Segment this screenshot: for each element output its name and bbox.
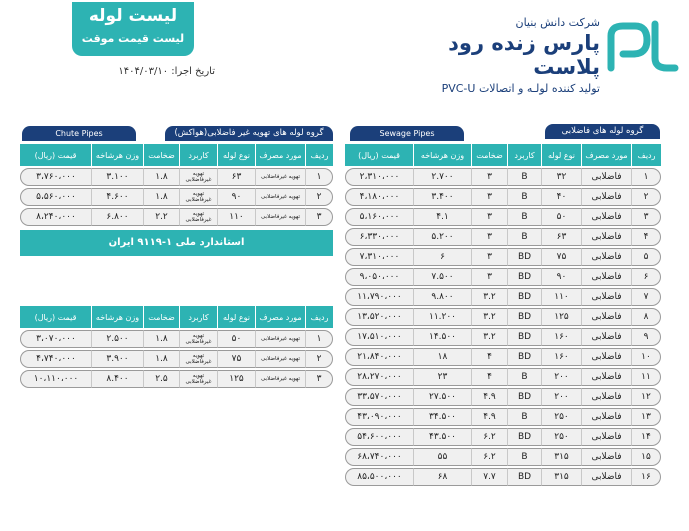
table-cell: BD — [507, 388, 541, 406]
table-cell: ۸۵،۵۰۰،۰۰۰ — [345, 468, 413, 486]
table-cell: ۱۲۵ — [217, 370, 255, 388]
table-row — [20, 350, 333, 368]
table-cell: ۲.۲ — [143, 208, 179, 226]
table-cell: ۳.۲ — [471, 328, 507, 346]
column-header: ضخامت — [143, 306, 179, 328]
table-cell: ۵۰ — [541, 208, 581, 226]
table-cell: B — [507, 208, 541, 226]
table-cell: ۶ — [413, 248, 471, 266]
table-cell: ۸،۲۴۰،۰۰۰ — [20, 208, 91, 226]
table-cell: ۲۷.۵۰۰ — [413, 388, 471, 406]
column-header: وزن هرشاخه — [91, 306, 143, 328]
table-cell: ۶.۲ — [471, 428, 507, 446]
column-header: ضخامت — [471, 144, 507, 166]
table-cell: ۲،۳۱۰،۰۰۰ — [345, 168, 413, 186]
table-cell: تهویه غیرفاضلابی — [179, 330, 217, 348]
table-cell: ۶.۸۰۰ — [91, 208, 143, 226]
table-cell: تهویه غیرفاضلابی — [255, 208, 305, 226]
table-cell: ۱۴ — [631, 428, 661, 446]
table-cell: ۳.۴۰۰ — [413, 188, 471, 206]
column-header: کاربرد — [179, 144, 217, 166]
table-cell: ۱۷،۵۱۰،۰۰۰ — [345, 328, 413, 346]
table-cell: ۷.۵۰۰ — [413, 268, 471, 286]
table-cell: ۳ — [305, 208, 333, 226]
table-cell: ۸ — [631, 308, 661, 326]
table-cell: B — [507, 168, 541, 186]
table-row — [345, 228, 661, 246]
table-cell: BD — [507, 468, 541, 486]
table-cell: ۷۵ — [541, 248, 581, 266]
column-header: مورد مصرف — [581, 144, 631, 166]
table-cell: ۱.۸ — [143, 188, 179, 206]
table-cell: B — [507, 228, 541, 246]
sewage-table — [345, 142, 661, 488]
table-cell: ۴ — [631, 228, 661, 246]
table-cell: فاضلابی — [581, 448, 631, 466]
column-header: ضخامت — [143, 144, 179, 166]
table-row — [20, 188, 333, 206]
table-cell: فاضلابی — [581, 388, 631, 406]
table-cell: ۱۵ — [631, 448, 661, 466]
table-row — [345, 428, 661, 446]
table-cell: ۲.۵ — [143, 370, 179, 388]
table-cell: BD — [507, 428, 541, 446]
table-cell: ۶۸،۷۴۰،۰۰۰ — [345, 448, 413, 466]
table-cell: ۳۴.۵۰۰ — [413, 408, 471, 426]
table-cell: ۳۳،۵۷۰،۰۰۰ — [345, 388, 413, 406]
table-cell: ۱۸ — [413, 348, 471, 366]
table-cell: تهویه غیرفاضلابی — [255, 168, 305, 186]
table-cell: ۵۴،۶۰۰،۰۰۰ — [345, 428, 413, 446]
table-cell: ۱۳،۵۲۰،۰۰۰ — [345, 308, 413, 326]
table-cell: ۳،۰۷۰،۰۰۰ — [20, 330, 91, 348]
table-cell: ۱.۸ — [143, 350, 179, 368]
table-cell: فاضلابی — [581, 428, 631, 446]
table-cell: ۳۲ — [541, 168, 581, 186]
table-cell: ۳.۲ — [471, 288, 507, 306]
table-cell: BD — [507, 348, 541, 366]
table-cell: B — [507, 448, 541, 466]
table-cell: ۴۳.۵۰۰ — [413, 428, 471, 446]
table-cell: ۳۱۵ — [541, 448, 581, 466]
execution-date: تاریخ اجرا: ۱۴۰۴/۰۳/۱۰ — [118, 66, 215, 77]
column-header: ردیف — [631, 144, 661, 166]
table-cell: B — [507, 368, 541, 386]
table-cell: ۴ — [471, 368, 507, 386]
table-cell: ۱۳ — [631, 408, 661, 426]
table-row — [345, 468, 661, 486]
table-cell: تهویه غیرفاضلابی — [179, 168, 217, 186]
column-header: کاربرد — [179, 306, 217, 328]
table-cell: ۳۱۵ — [541, 468, 581, 486]
table-cell: ۴،۱۸۰،۰۰۰ — [345, 188, 413, 206]
page-subtitle: لیست قیمت موقت — [81, 32, 185, 45]
table-cell: ۵ — [631, 248, 661, 266]
table-cell: ۶۸ — [413, 468, 471, 486]
table-cell: ۷ — [631, 288, 661, 306]
table-cell: ۲۸،۲۷۰،۰۰۰ — [345, 368, 413, 386]
table-cell: ۳،۷۶۰،۰۰۰ — [20, 168, 91, 186]
table-cell: ۶۳ — [217, 168, 255, 186]
table-row — [345, 268, 661, 286]
table-cell: ۳ — [305, 370, 333, 388]
table-cell: فاضلابی — [581, 268, 631, 286]
table-cell: ۲ — [305, 188, 333, 206]
table-cell: ۶،۳۳۰،۰۰۰ — [345, 228, 413, 246]
table-cell: ۵۰ — [217, 330, 255, 348]
chute-table — [20, 142, 333, 228]
table-cell: ۳.۹۰۰ — [91, 350, 143, 368]
table-cell: ۲۵۰ — [541, 408, 581, 426]
table-cell: ۱۶۰ — [541, 328, 581, 346]
table-cell: ۱۱ — [631, 368, 661, 386]
table-cell: ۹ — [631, 328, 661, 346]
table-cell: ۸.۴۰۰ — [91, 370, 143, 388]
table-cell: ۴.۹ — [471, 408, 507, 426]
table-cell: BD — [507, 288, 541, 306]
table-cell: ۶ — [631, 268, 661, 286]
table-cell: ۹۰ — [217, 188, 255, 206]
table-cell: تهویه غیرفاضلابی — [179, 370, 217, 388]
table-row — [345, 348, 661, 366]
table-cell: تهویه غیرفاضلابی — [255, 188, 305, 206]
table-cell: ۴.۱ — [413, 208, 471, 226]
table-cell: ۱۴.۵۰۰ — [413, 328, 471, 346]
table-row — [20, 208, 333, 226]
table-cell: ۱۱،۷۹۰،۰۰۰ — [345, 288, 413, 306]
table-cell: ۱۲ — [631, 388, 661, 406]
table-cell: ۱ — [305, 168, 333, 186]
table-cell: ۴،۷۴۰،۰۰۰ — [20, 350, 91, 368]
table-row — [20, 370, 333, 388]
table-cell: فاضلابی — [581, 368, 631, 386]
table-cell: ۷،۳۱۰،۰۰۰ — [345, 248, 413, 266]
table-cell: BD — [507, 248, 541, 266]
standard-bar: استاندارد ملی ۱-۹۱۱۹ ایران — [20, 230, 333, 256]
table-cell: ۱.۸ — [143, 330, 179, 348]
table-cell: BD — [507, 308, 541, 326]
column-header: ردیف — [305, 306, 333, 328]
table-cell: ۴۳،۰۹۰،۰۰۰ — [345, 408, 413, 426]
chute-title: گروه لوله های تهویه غیر فاضلابی(هواکش) — [165, 126, 333, 141]
company-logo-icon — [601, 18, 679, 76]
table-cell: ۲.۵۰۰ — [91, 330, 143, 348]
table-cell: BD — [507, 328, 541, 346]
third-table — [20, 304, 333, 390]
table-cell: ۴۰ — [541, 188, 581, 206]
column-header: قیمت (ریال) — [20, 306, 91, 328]
company-prefix: شرکت دانش بنیان — [515, 16, 600, 29]
column-header: کاربرد — [507, 144, 541, 166]
table-cell: ۶۳ — [541, 228, 581, 246]
chute-tag: Chute Pipes — [22, 126, 136, 141]
table-cell: تهویه غیرفاضلابی — [255, 370, 305, 388]
table-row — [345, 408, 661, 426]
table-cell: فاضلابی — [581, 248, 631, 266]
table-cell: ۴.۶۰۰ — [91, 188, 143, 206]
title-banner — [72, 2, 194, 56]
column-header: نوع لوله — [541, 144, 581, 166]
table-cell: ۹.۸۰۰ — [413, 288, 471, 306]
column-header: مورد مصرف — [255, 306, 305, 328]
table-cell: ۶.۲ — [471, 448, 507, 466]
table-cell: B — [507, 188, 541, 206]
table-cell: ۱۶ — [631, 468, 661, 486]
table-cell: ۱۶۰ — [541, 348, 581, 366]
table-cell: ۳ — [471, 248, 507, 266]
table-row — [345, 328, 661, 346]
table-cell: ۱۱۰ — [217, 208, 255, 226]
table-cell: ۲۰۰ — [541, 368, 581, 386]
table-cell: تهویه غیرفاضلابی — [179, 188, 217, 206]
table-cell: ۵،۱۶۰،۰۰۰ — [345, 208, 413, 226]
table-cell: ۳.۲ — [471, 308, 507, 326]
table-cell: BD — [507, 268, 541, 286]
table-cell: ۳ — [471, 268, 507, 286]
column-header: نوع لوله — [217, 306, 255, 328]
table-row — [345, 448, 661, 466]
table-row — [345, 208, 661, 226]
table-cell: فاضلابی — [581, 188, 631, 206]
table-row — [345, 288, 661, 306]
table-cell: ۳.۱۰۰ — [91, 168, 143, 186]
table-row — [345, 188, 661, 206]
column-header: قیمت (ریال) — [20, 144, 91, 166]
table-cell: ۷.۷ — [471, 468, 507, 486]
table-row — [345, 368, 661, 386]
table-cell: ۳ — [471, 208, 507, 226]
table-cell: فاضلابی — [581, 328, 631, 346]
table-cell: تهویه غیرفاضلابی — [179, 208, 217, 226]
table-cell: ۳ — [471, 188, 507, 206]
table-cell: فاضلابی — [581, 308, 631, 326]
table-cell: ۲۳ — [413, 368, 471, 386]
table-cell: ۲۱،۸۴۰،۰۰۰ — [345, 348, 413, 366]
table-cell: فاضلابی — [581, 348, 631, 366]
company-tagline: تولید کننده لولـه و اتصالات PVC-U — [441, 82, 600, 95]
table-cell: ۱ — [631, 168, 661, 186]
table-cell: ۵۵ — [413, 448, 471, 466]
table-cell: ۵،۵۶۰،۰۰۰ — [20, 188, 91, 206]
table-cell: ۱۰ — [631, 348, 661, 366]
table-row — [345, 248, 661, 266]
table-cell: ۳ — [471, 168, 507, 186]
table-row — [20, 168, 333, 186]
table-cell: تهویه غیرفاضلابی — [179, 350, 217, 368]
table-cell: تهویه غیرفاضلابی — [255, 330, 305, 348]
table-cell: ۲۰۰ — [541, 388, 581, 406]
column-header: وزن هرشاخه — [413, 144, 471, 166]
table-cell: ۲۵۰ — [541, 428, 581, 446]
table-cell: ۷۵ — [217, 350, 255, 368]
table-cell: ۴.۹ — [471, 388, 507, 406]
table-cell: فاضلابی — [581, 168, 631, 186]
table-cell: ۱۱۰ — [541, 288, 581, 306]
column-header: ردیف — [305, 144, 333, 166]
table-cell: ۱.۸ — [143, 168, 179, 186]
table-row — [345, 308, 661, 326]
table-cell: ۱ — [305, 330, 333, 348]
table-row — [345, 168, 661, 186]
sewage-title: گروه لوله های فاضلابی — [545, 124, 660, 139]
table-cell: فاضلابی — [581, 468, 631, 486]
table-cell: فاضلابی — [581, 208, 631, 226]
table-cell: ۴ — [471, 348, 507, 366]
table-cell: ۱۰،۱۱۰،۰۰۰ — [20, 370, 91, 388]
column-header: وزن هرشاخه — [91, 144, 143, 166]
table-cell: ۲ — [305, 350, 333, 368]
column-header: مورد مصرف — [255, 144, 305, 166]
column-header: قیمت (ریال) — [345, 144, 413, 166]
table-cell: ۳ — [631, 208, 661, 226]
table-cell: فاضلابی — [581, 288, 631, 306]
table-cell: ۲.۷۰۰ — [413, 168, 471, 186]
table-cell: B — [507, 408, 541, 426]
table-row — [20, 330, 333, 348]
table-cell: ۹،۰۵۰،۰۰۰ — [345, 268, 413, 286]
table-cell: ۵.۲۰۰ — [413, 228, 471, 246]
table-cell: ۱۱.۲۰۰ — [413, 308, 471, 326]
sewage-tag: Sewage Pipes — [350, 126, 464, 141]
company-block — [390, 16, 600, 95]
table-cell: ۳ — [471, 228, 507, 246]
column-header: نوع لوله — [217, 144, 255, 166]
company-name: پارس زنده رود پلاست — [448, 31, 600, 79]
table-cell: ۱۲۵ — [541, 308, 581, 326]
table-cell: فاضلابی — [581, 228, 631, 246]
page-title: لیست لوله — [88, 6, 178, 26]
table-row — [345, 388, 661, 406]
table-cell: ۹۰ — [541, 268, 581, 286]
table-cell: ۲ — [631, 188, 661, 206]
table-cell: فاضلابی — [581, 408, 631, 426]
table-cell: تهویه غیرفاضلابی — [255, 350, 305, 368]
